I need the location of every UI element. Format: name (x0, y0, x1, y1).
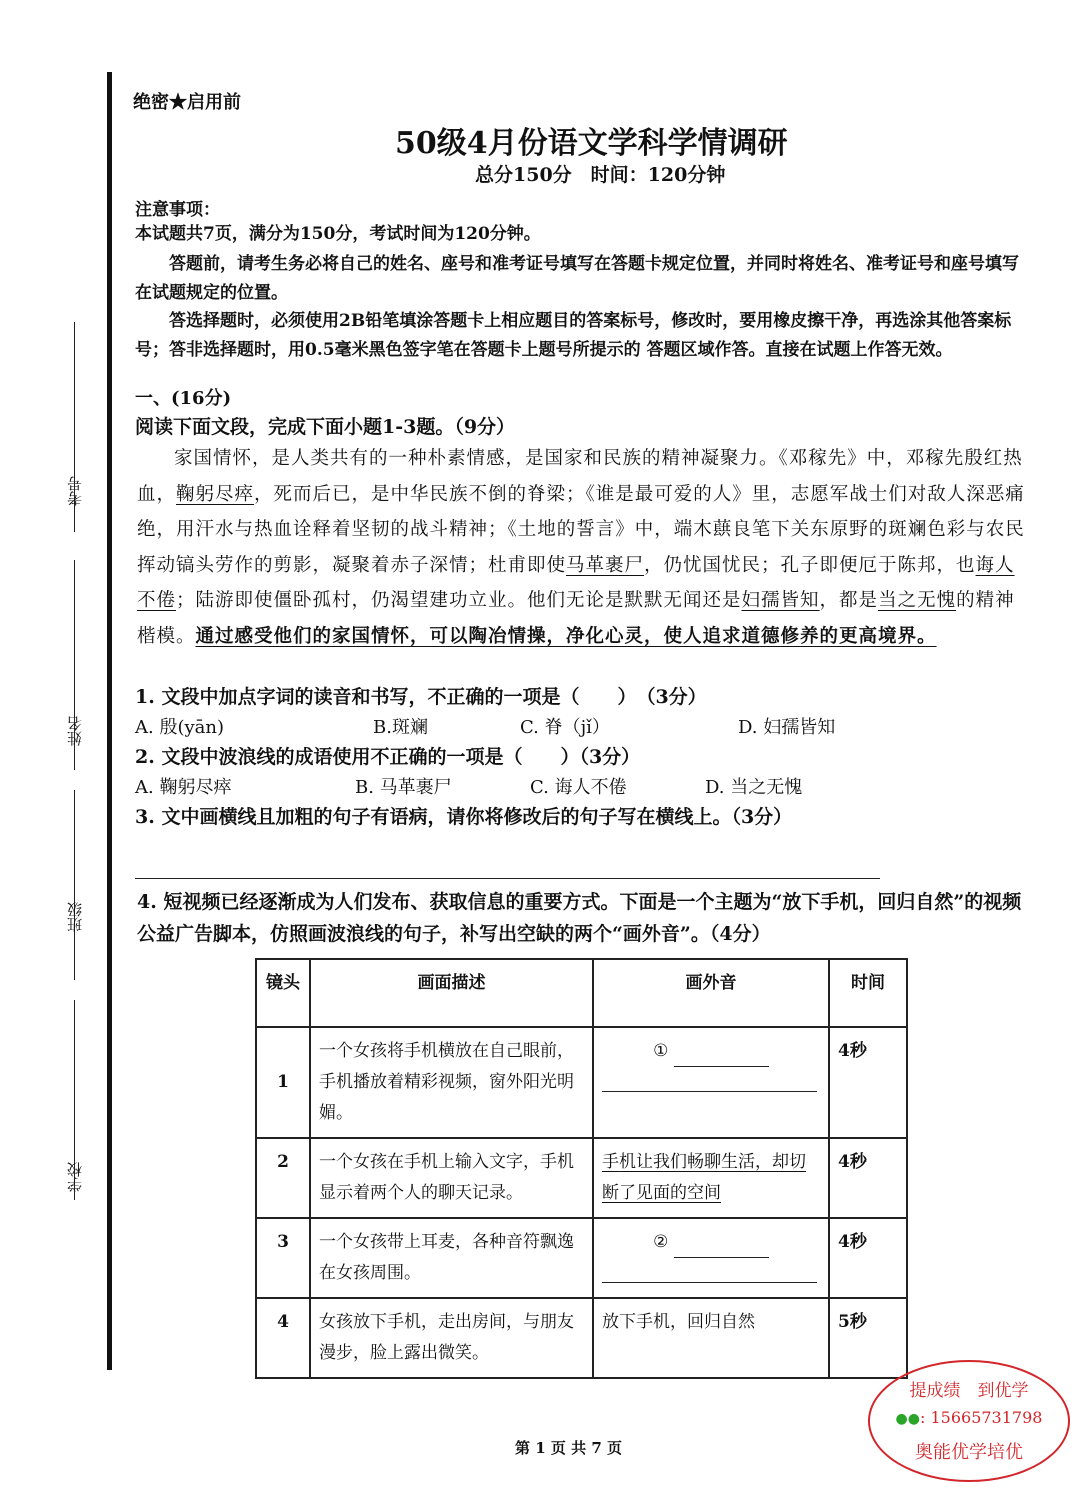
q1-option-a[interactable]: A. 殷(yān) (135, 717, 224, 738)
section1-instruction: 阅读下面文段，完成下面小题1-3题。（9分） (135, 416, 516, 438)
passage-seg11: 的精神楷模。 (137, 590, 1015, 647)
idiom-dangzhi: 当之无愧 (878, 590, 957, 611)
passage-seg9: ，都是 (819, 590, 879, 611)
script-table (255, 958, 908, 1379)
promo-stamp (868, 1360, 1070, 1482)
row3-time: 4秒 (829, 1218, 907, 1298)
idiom-huiren: 诲人不倦 (137, 554, 1015, 611)
row4-desc: 女孩放下手机，走出房间，与朋友漫步，脸上露出微笑。 (310, 1298, 593, 1378)
row4-time: 5秒 (829, 1298, 907, 1378)
q2-option-c[interactable]: C. 诲人不倦 (530, 777, 627, 798)
blank1-line2[interactable] (602, 1067, 817, 1092)
stamp-phone-row: ●●: 15665731798 (895, 1408, 1043, 1427)
q3-stem: 3. 文中画横线且加粗的句子有语病，请你将修改后的句子写在横线上。（3分） (135, 806, 793, 828)
q1-option-d[interactable]: D. 妇孺皆知 (738, 717, 836, 738)
notice-p3: 答选择题时，必须使用2B铅笔填涂答题卡上相应题目的答案标号，修改时，要用橡皮擦干净，再选涂其他答案标号；答非选择题时，用0.5毫米黑色签字笔在答题卡上题号所提示的 答题区域作答。直接在试题上作答无效。 (135, 311, 1012, 360)
kaohao-label: 考号 (66, 476, 84, 506)
section1-title: 一、(16分) (135, 388, 232, 409)
row2-desc: 一个女孩在手机上输入文字，手机显示着两个人的聊天记录。 (310, 1138, 593, 1218)
xuexiao-label: 学校 (66, 1162, 84, 1192)
q2-option-b[interactable]: B. 马革裹尸 (355, 777, 452, 798)
row1-time: 4秒 (829, 1027, 907, 1138)
xingming-label: 姓名 (66, 716, 84, 746)
secret-label: 绝密★启用前 (133, 92, 241, 113)
q3-answer-line[interactable] (135, 878, 880, 879)
blank1-line[interactable] (674, 1048, 769, 1067)
notice-heading: 注意事项： (135, 200, 220, 220)
header-time: 时间 (829, 959, 907, 1027)
q1-option-c[interactable]: C. 脊（jǐ） (520, 717, 610, 738)
wechat-icon: ●● (895, 1411, 920, 1427)
sick-sentence: 通过感受他们的家国情怀，可以陶冶情操，净化心灵，使人追求道德修养的更高境界。 (195, 625, 937, 647)
q1-stem: 1. 文段中加点字词的读音和书写，不正确的一项是（ ） （3分） (135, 686, 707, 708)
q2-option-d[interactable]: D. 当之无愧 (705, 777, 803, 798)
header-voice: 画外音 (593, 959, 829, 1027)
q2-option-a[interactable]: A. 鞠躬尽瘁 (135, 777, 232, 798)
table-row (256, 1027, 907, 1138)
banji-label: 班级 (66, 902, 84, 932)
table-row (256, 1138, 907, 1218)
row2-shot: 2 (256, 1138, 310, 1218)
table-row (256, 1298, 907, 1378)
stamp-phone: 15665731798 (930, 1408, 1043, 1427)
stamp-line3: 奥能优学培优 (915, 1442, 1023, 1463)
passage-seg7: ；陆游即使僵卧孤村，仍渴望建功立业。他们无论是默默无闻还是 (176, 590, 742, 611)
header-shot: 镜头 (256, 959, 310, 1027)
row4-voice: 放下手机，回归自然 (593, 1298, 829, 1378)
blank2-line[interactable] (674, 1239, 769, 1258)
row1-voice-cell[interactable] (593, 1027, 829, 1138)
page-number: 第 1 页 共 7 页 (515, 1439, 622, 1457)
row2-time: 4秒 (829, 1138, 907, 1218)
row3-voice-cell[interactable] (593, 1218, 829, 1298)
idiom-jugong: 鞠躬尽瘁 (176, 483, 255, 505)
blank1-marker: ① (653, 1041, 669, 1061)
notice-p1: 本试题共7页，满分为150分，考试时间为120分钟。 (135, 224, 541, 244)
binding-margin-line (107, 72, 112, 1370)
passage-seg5: ，仍忧国忧民；孔子即便厄于陈邦，也 (644, 554, 976, 576)
passage-seg3: ，死而后已，是中华民族不倒的脊梁；《谁是最可爱的人》里，志愿军战士们对敌人深恶痛绝，用汗水与热血诠释着坚韧的战斗精神；《土地的誓言》中，端木蕻良笔下关东原野的斑斓色彩与农民挥动镐头劳作的剪影，凝聚着赤子深情；杜甫即使 (137, 483, 1025, 576)
row4-shot: 4 (256, 1298, 310, 1378)
row3-shot: 3 (256, 1218, 310, 1298)
q4-stem: 4. 短视频已经逐渐成为人们发布、获取信息的重要方式。下面是一个主题为“放下手机，回归自然”的视频公益广告脚本，仿照画波浪线的句子，补写出空缺的两个“画外音”。（4分） (137, 891, 1022, 945)
blank2-marker: ② (653, 1232, 669, 1252)
table-header-row (256, 959, 907, 1027)
row2-voice: 手机让我们畅聊生活，却切断了见面的空间 (593, 1138, 829, 1218)
passage (137, 441, 1030, 654)
passage-seg1: 家国情怀，是人类共有的一种朴素情感，是国家和民族的精神凝聚力。《邓稼先》中，邓稼先殷红热血， (137, 448, 1023, 505)
exam-title: 50级4月份语文学科学情调研 (395, 126, 788, 161)
q1-option-b[interactable]: B.斑斓 (373, 717, 428, 738)
idiom-mage: 马革裹尸 (566, 554, 645, 576)
table-row (256, 1218, 907, 1298)
banji-line[interactable] (74, 790, 75, 980)
blank2-line2[interactable] (602, 1258, 817, 1283)
idiom-furu: 妇孺皆知 (741, 590, 820, 611)
row3-desc: 一个女孩带上耳麦，各种音符飘逸在女孩周围。 (310, 1218, 593, 1298)
row1-shot: 1 (256, 1027, 310, 1138)
stamp-line1: 提成绩 到优学 (909, 1381, 1029, 1401)
exam-subtitle: 总分150分 时间：120分钟 (475, 164, 726, 186)
notice-p2: 答题前，请考生务必将自己的姓名、座号和准考证号填写在答题卡规定位置，并同时将姓名、准考证号和座号填写在试题规定的位置。 (135, 254, 1019, 303)
q2-stem: 2. 文段中波浪线的成语使用不正确的一项是（ ）（3分） (135, 746, 641, 768)
header-desc: 画面描述 (310, 959, 593, 1027)
row1-desc: 一个女孩将手机横放在自己眼前，手机播放着精彩视频，窗外阳光明媚。 (310, 1027, 593, 1138)
